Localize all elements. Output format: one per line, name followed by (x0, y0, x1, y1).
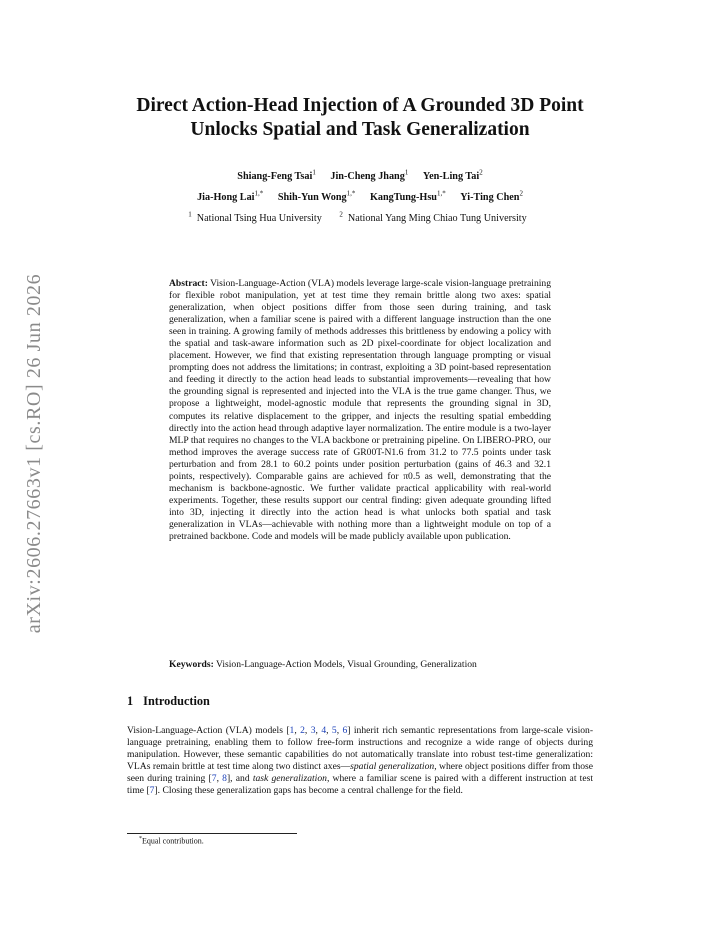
footnote (139, 836, 204, 846)
author-block (110, 165, 610, 227)
affiliation: $^2$ National Yang Ming Chiao Tung University (339, 210, 527, 225)
citation-link[interactable]: 7 (211, 773, 217, 785)
citation-link[interactable]: 2 (300, 725, 305, 736)
spatial-term: spatial generalization (350, 761, 435, 773)
author-line-2 (110, 185, 610, 205)
keywords (169, 659, 551, 670)
intro-paragraph: Vision-Language-Action (VLA) models [1, 2, 3, 4, 5, 6] inherit rich semantic representations from large-scale vision-language pretraining, enabling them to follow free-form instructions and recognize a wide range of objects during manipulation. However, these semantic capabilities do not automatically translate into robust test-time generalization: VLAs remain brittle at test time along two distinct axes—spatial generalization, where object positions differ from those seen during training [7, 8], and task generalization, where a familiar scene is paired with a different instruction at test time [7]. Closing these generalization gaps has become a central challenge for the field. (127, 725, 594, 797)
author: KangTung-Hsu$^{1,*}$ (369, 189, 446, 203)
section-number: 1 (127, 694, 134, 708)
citation-link[interactable]: 5 (331, 725, 337, 736)
arxiv-sidebar-stamp (18, 258, 52, 648)
footnote-rule (127, 833, 297, 834)
citation-link[interactable]: 6 (342, 725, 348, 736)
section-title: Introduction (143, 694, 210, 708)
citation-link[interactable]: 8 (222, 773, 227, 785)
author-line-1 (110, 165, 610, 185)
abstract-text: Vision-Language-Action (VLA) models leverage large-scale vision-language pretraining for flexible robot manipulation, yet at test time they remain brittle along two axes: spatial generalization, when object positions differ from those seen during training, and task generalization, when a familiar scene is paired with a different language instruction than the one seen in training. A growing family of methods addresses this brittleness by endowing a policy with the spatial and task-aware information such as 2D pixel-coordinate for object localization and placement. However, we find that existing representation through language prompting or visual prompting does not address the limitations; in contrast, exploiting a 3D point-based representation and feeding it directly to the action head leads to substantial improvements—revealing that how the grounding signal is represented and injected into the VLA is the true game changer. Thus, we propose a lightweight, model-agnostic module that represents the grounding signal in 3D, computes its relative displacement to the gripper, and injects the resulting spatial embedding directly into the action head through adaptive layer normalization. The entire module is a two-layer MLP that requires no changes to the VLA backbone or pretraining pipeline. On LIBERO-PRO, our method improves the average success rate of GR00T-N1.6 from 31.2 to 77.5 points under task perturbation and from 28.1 to 60.2 points under position perturbation (gains of 46.3 and 32.1 points, respectively). Comparable gains are achieved for π0.5 as well, demonstrating that the mechanism is backbone-agnostic. We further validate practical applicability with real-world experiments. Together, these results support our central finding: given adequate grounding lifted into 3D, injecting it directly into the action head is what unlocks both spatial and task generalization in VLAs—achievable with nothing more than a lightweight module on top of a pretrained backbone. Code and models will be made publicly available upon publication. (169, 278, 552, 542)
paper-title: Direct Action-Head Injection of A Grounded 3D Point Unlocks Spatial and Task Generalization (136, 95, 584, 140)
citation-link[interactable]: 1 (289, 725, 295, 736)
footnote-mark: * (139, 836, 142, 842)
keywords-text: Vision-Language-Action Models, Visual Grounding, Generalization (216, 659, 477, 670)
author: Jin-Cheng Jhang$^1$ (330, 169, 409, 183)
keywords-label: Keywords: (169, 659, 214, 670)
author: Yi-Ting Chen$^2$ (460, 189, 523, 203)
task-term: task generalization (252, 773, 327, 785)
author: Shih-Yun Wong$^{1,*}$ (277, 189, 356, 203)
citation-link[interactable]: 4 (321, 725, 327, 736)
author: Jia-Hong Lai$^{1,*}$ (197, 189, 264, 203)
author: Yen-Ling Tai$^2$ (422, 169, 483, 183)
arxiv-id: arXiv:2606.27663v1 [cs.RO] 26 Jun 2026 (23, 273, 46, 633)
citation-link[interactable]: 3 (310, 725, 316, 736)
affiliations (110, 207, 610, 227)
section-heading (127, 694, 210, 709)
citation-link[interactable]: 7 (149, 785, 155, 797)
abstract-label: Abstract: (169, 278, 208, 289)
footnote-text: Equal contribution. (142, 836, 204, 846)
abstract (169, 278, 551, 543)
affiliation: $^1$ National Tsing Hua University (188, 210, 322, 225)
author: Shiang-Feng Tsai$^1$ (237, 169, 316, 183)
